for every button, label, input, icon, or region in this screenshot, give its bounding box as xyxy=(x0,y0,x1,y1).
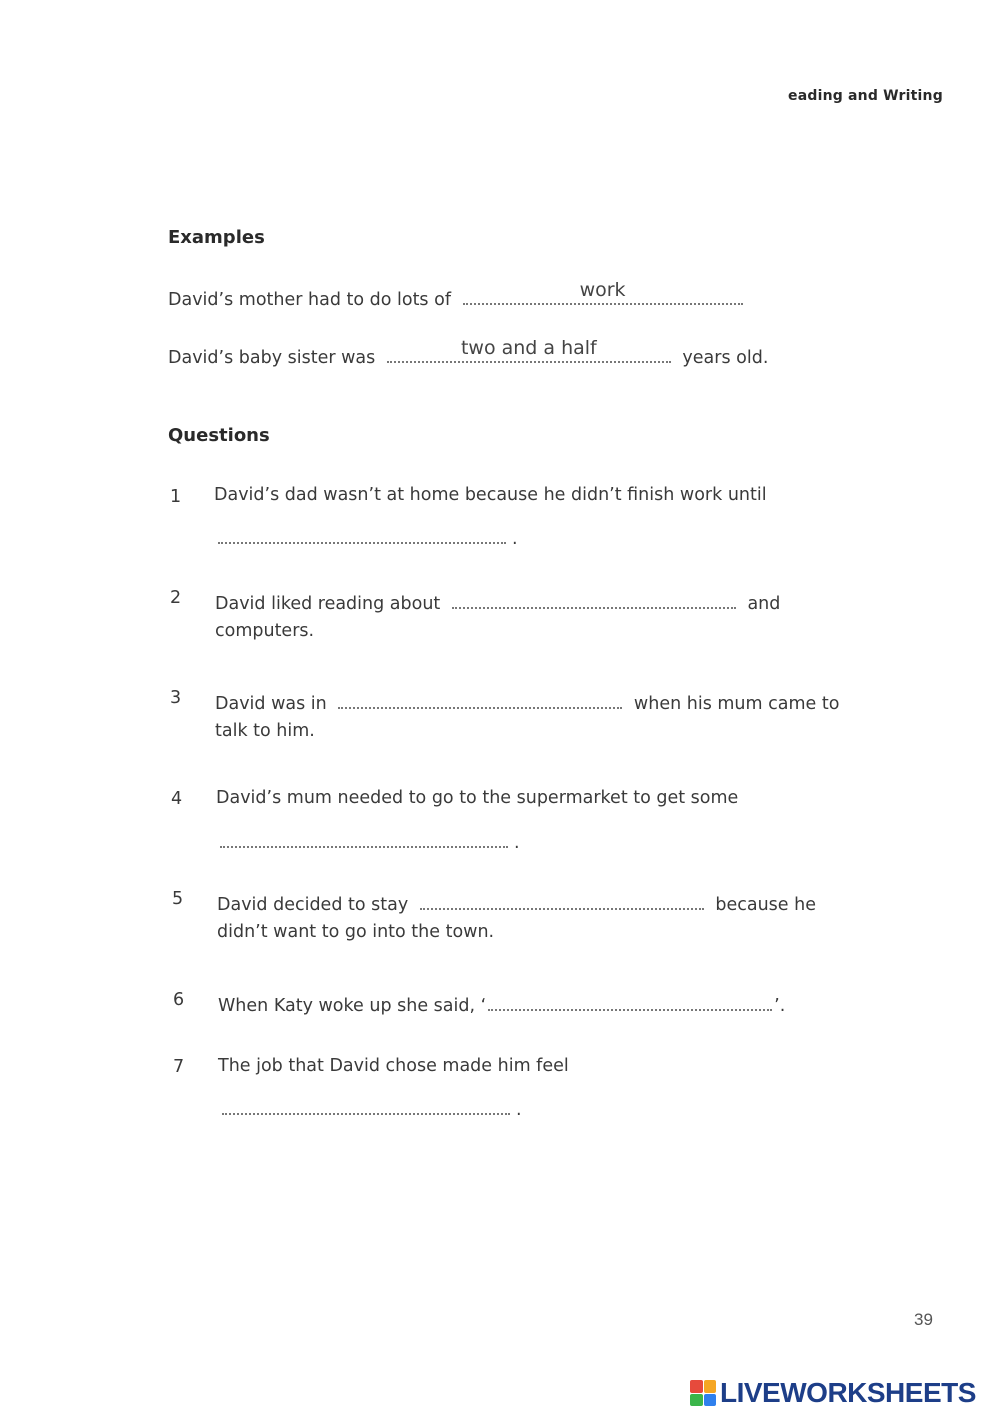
question-2-blank[interactable] xyxy=(452,587,736,609)
question-7-number: 7 xyxy=(173,1057,185,1077)
page-number: 39 xyxy=(914,1310,933,1329)
question-3-number: 3 xyxy=(170,688,182,708)
question-1-line2 xyxy=(214,522,518,549)
example-2-text: David’s baby sister was xyxy=(168,348,376,368)
question-2-text: David liked reading about xyxy=(215,594,441,614)
question-1-blank[interactable] xyxy=(218,522,506,544)
question-2-line2: computers. xyxy=(215,621,315,641)
question-7-text: The job that David chose made him feel xyxy=(218,1056,569,1076)
question-4-line2 xyxy=(216,826,520,853)
question-7-end: . xyxy=(516,1100,522,1120)
question-2-number: 2 xyxy=(170,588,182,608)
question-2-after: and xyxy=(747,594,781,614)
question-6-after: ’. xyxy=(774,996,786,1016)
question-2-line1 xyxy=(215,587,780,614)
example-1-answer: work xyxy=(579,279,626,301)
example-2-answer: two and a half xyxy=(460,337,597,359)
question-5-line2: didn’t want to go into the town. xyxy=(217,922,495,942)
examples-heading: Examples xyxy=(168,227,265,248)
example-1-blank xyxy=(463,279,743,305)
question-3-after: when his mum came to xyxy=(633,694,840,714)
question-5-after: because he xyxy=(715,895,816,915)
questions-heading: Questions xyxy=(168,425,270,446)
question-7-line2 xyxy=(218,1093,522,1120)
question-3-blank[interactable] xyxy=(338,687,622,709)
question-1-number: 1 xyxy=(170,487,182,507)
example-1-text: David’s mother had to do lots of xyxy=(168,290,451,310)
example-2-blank xyxy=(387,337,671,363)
question-3-line1 xyxy=(215,687,839,714)
example-1 xyxy=(168,279,749,310)
liveworksheets-brand[interactable] xyxy=(690,1377,976,1409)
question-5-line1 xyxy=(217,888,816,915)
example-2-after: years old. xyxy=(682,348,769,368)
question-1-text: David’s dad wasn’t at home because he didn’t finish work until xyxy=(214,485,767,505)
example-2 xyxy=(168,337,769,368)
liveworksheets-logo-icon xyxy=(690,1380,716,1406)
question-5-number: 5 xyxy=(172,889,184,909)
question-3-text: David was in xyxy=(215,694,327,714)
question-5-blank[interactable] xyxy=(420,888,704,910)
brand-name: LIVEWORKSHEETS xyxy=(720,1377,976,1408)
question-4-text: David’s mum needed to go to the supermarket to get some xyxy=(216,788,739,808)
question-4-end: . xyxy=(514,833,520,853)
question-1-end: . xyxy=(512,529,518,549)
question-6-number: 6 xyxy=(173,990,185,1010)
question-6-line1 xyxy=(218,989,785,1016)
section-header: eading and Writing xyxy=(788,88,943,104)
question-6-text: When Katy woke up she said, ‘ xyxy=(218,996,487,1016)
question-6-blank[interactable] xyxy=(488,989,772,1011)
question-5-text: David decided to stay xyxy=(217,895,409,915)
question-3-line2: talk to him. xyxy=(215,721,315,741)
question-4-blank[interactable] xyxy=(220,826,508,848)
question-7-blank[interactable] xyxy=(222,1093,510,1115)
question-4-number: 4 xyxy=(171,789,183,809)
